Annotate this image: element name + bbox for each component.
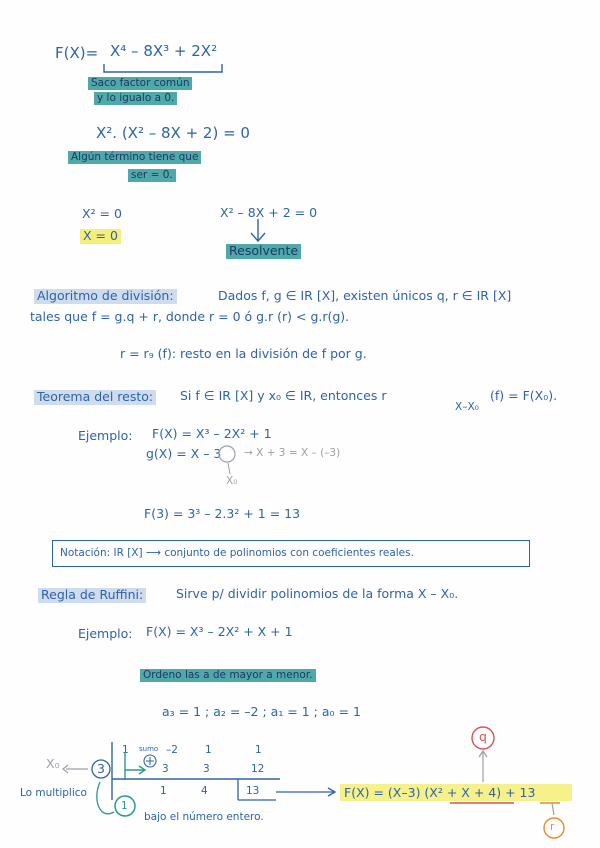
division-title: Algoritmo de división: (34, 289, 177, 304)
ruffini-title: Regla de Ruffini: (38, 588, 146, 603)
ruffini-r3-c3: 4 (201, 785, 208, 797)
note-saco-factor: Saco factor común (88, 77, 192, 90)
resto-title: Teorema del resto: (34, 390, 156, 405)
ruffini-r1-c4: 1 (255, 744, 262, 756)
ruffini-r2-c2: 3 (162, 763, 169, 775)
resto-example-f: F(X) = X³ – 2X² + 1 (152, 426, 272, 441)
notation-text: Notación: IR [X] ⟶ conjunto de polinomios con coeficientes reales. (60, 547, 414, 559)
ruffini-root: 3 (97, 761, 105, 776)
ruffini-coefs: a₃ = 1 ; a₂ = –2 ; a₁ = 1 ; a₀ = 1 (162, 704, 361, 719)
polynomial: X⁴ – 8X³ + 2X² (110, 42, 218, 60)
resto-tail: (f) = F(X₀). (490, 388, 558, 403)
resto-statement: Si f ∈ IR [X] y x₀ ∈ IR, entonces r (180, 388, 387, 403)
ruffini-sumo: sumo (139, 745, 159, 753)
ruffini-example-label: Ejemplo: (78, 626, 133, 641)
ruffini-multiplico: Lo multiplico (20, 787, 87, 799)
right-eq: X² – 8X + 2 = 0 (220, 205, 318, 220)
ruffini-r2-c3: 3 (203, 763, 210, 775)
quotient-label: q (479, 729, 487, 744)
resto-example-g-note: → X + 3 = X – (–3) (244, 447, 341, 459)
ruffini-result: F(X) = (X–3) (X² + X + 4) + 13 (344, 785, 536, 800)
division-line1: Dados f, g ∈ IR [X], existen únicos q, r ∈ IR [X] (218, 288, 512, 303)
ruffini-x0: X₀ (46, 756, 60, 771)
ruffini-circle-one: 1 (121, 800, 128, 812)
resolvente-label: Resolvente (226, 244, 301, 259)
division-line2: tales que f = g.q + r, donde r = 0 ó g.r (r) < g.r(g). (30, 309, 350, 324)
ruffini-bajo: bajo el número entero. (144, 811, 264, 823)
resto-x0: X₀ (226, 475, 238, 487)
fx-label: F(X)= (55, 44, 99, 62)
ruffini-r3-c2: 1 (160, 785, 167, 797)
remainder-label: r (550, 821, 555, 833)
division-line3: r = r₉ (f): resto en la división de f por g. (120, 346, 367, 361)
left-result: X = 0 (80, 229, 121, 244)
ruffini-r1-c3: 1 (205, 744, 212, 756)
note-igualo: y lo igualo a 0. (94, 92, 177, 105)
ruffini-r2-c4: 12 (251, 763, 265, 775)
ruffini-r1-c1: 1 (122, 744, 129, 756)
note-ser-cero: ser = 0. (128, 169, 176, 182)
resto-subscript: X–X₀ (455, 401, 479, 413)
resto-eval: F(3) = 3³ – 2.3² + 1 = 13 (144, 506, 301, 521)
ruffini-r1-c2: –2 (166, 744, 178, 756)
resto-example-label: Ejemplo: (78, 428, 133, 443)
ruffini-example-f: F(X) = X³ – 2X² + X + 1 (146, 624, 293, 639)
left-eq: X² = 0 (82, 206, 122, 221)
resto-example-g: g(X) = X – 3 (146, 446, 222, 461)
ruffini-desc: Sirve p/ dividir polinomios de la forma X – X₀. (176, 586, 459, 601)
ruffini-remainder: 13 (246, 785, 260, 797)
ruffini-order-note: Ordeno las a de mayor a menor. (140, 669, 316, 682)
note-algun-termino: Algún término tiene que (68, 151, 201, 164)
factored-eq: X². (X² – 8X + 2) = 0 (96, 124, 250, 142)
